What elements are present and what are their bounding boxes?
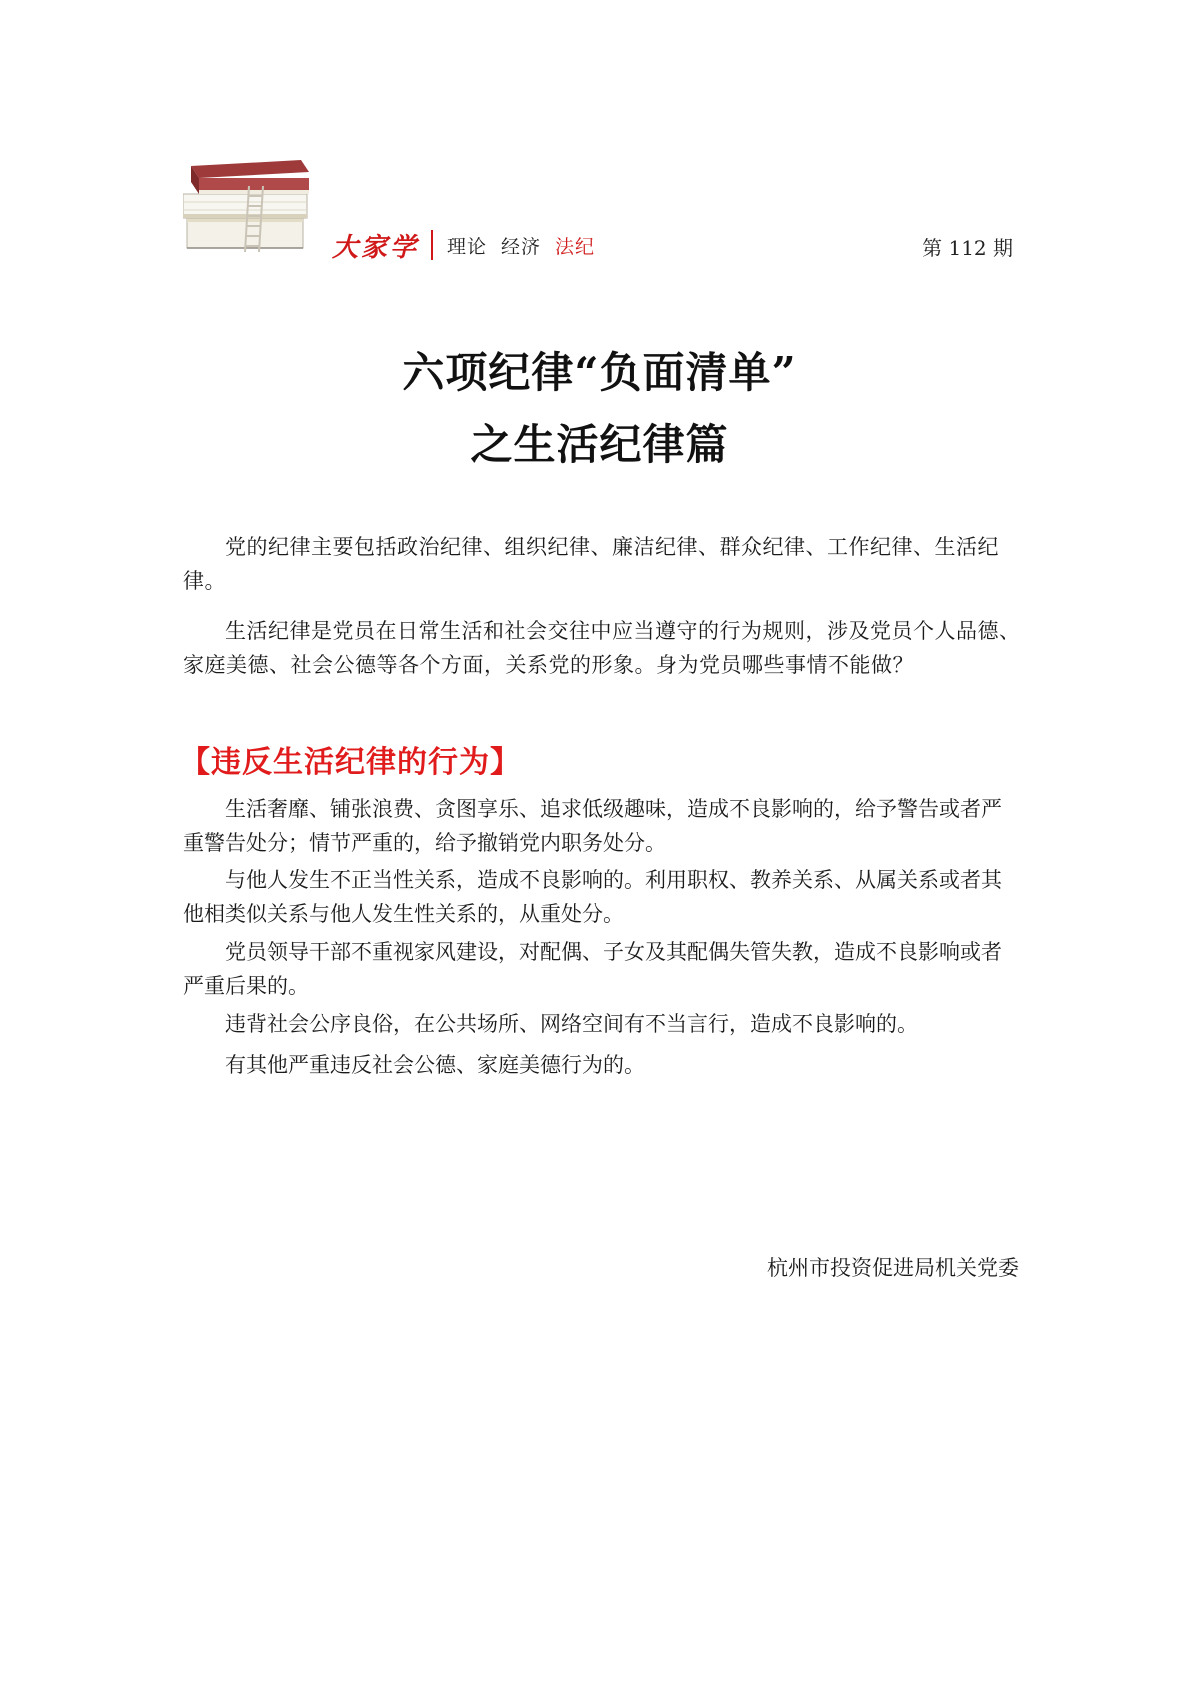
issue-number: 第 112 期 xyxy=(922,236,1013,260)
category-law-discipline: 法纪 xyxy=(555,235,596,258)
violation-item-5: 有其他严重违反社会公德、家庭美德行为的。 xyxy=(225,1053,645,1077)
books-ladder-illustration xyxy=(183,160,323,255)
brand-divider xyxy=(431,230,433,260)
violation-item-2: 与他人发生不正当性关系，造成不良影响的。利用职权、教养关系、从属关系或者其他相类似关系与他人发生性关系的，从重处分。 xyxy=(183,868,1002,926)
category-economy: 经济 xyxy=(501,235,542,258)
violation-item-1: 生活奢靡、铺张浪费、贪图享乐、追求低级趣味，造成不良影响的，给予警告或者严重警告处分；情节严重的，给予撤销党内职务处分。 xyxy=(183,797,1002,855)
violation-item-3: 党员领导干部不重视家风建设，对配偶、子女及其配偶失管失教，造成不良影响或者严重后果的。 xyxy=(183,940,1002,998)
brand-strip xyxy=(332,226,609,264)
intro-paragraph-1: 党的纪律主要包括政治纪律、组织纪律、廉洁纪律、群众纪律、工作纪律、生活纪律。 xyxy=(183,535,999,593)
brand-name: 大家学 xyxy=(332,232,420,263)
title-line-1: 六项纪律“负面清单” xyxy=(402,348,797,397)
category-theory: 理论 xyxy=(447,235,488,258)
intro-paragraph-2: 生活纪律是党员在日常生活和社会交往中应当遵守的行为规则，涉及党员个人品德、家庭美德、社会公德等各个方面，关系党的形象。身为党员哪些事情不能做？ xyxy=(183,619,1021,677)
section-heading: 【违反生活纪律的行为】 xyxy=(180,745,521,780)
signature-organization: 杭州市投资促进局机关党委 xyxy=(767,1256,1019,1280)
violation-item-4: 违背社会公序良俗，在公共场所、网络空间有不当言行，造成不良影响的。 xyxy=(225,1012,918,1036)
title-line-2: 之生活纪律篇 xyxy=(470,420,729,469)
